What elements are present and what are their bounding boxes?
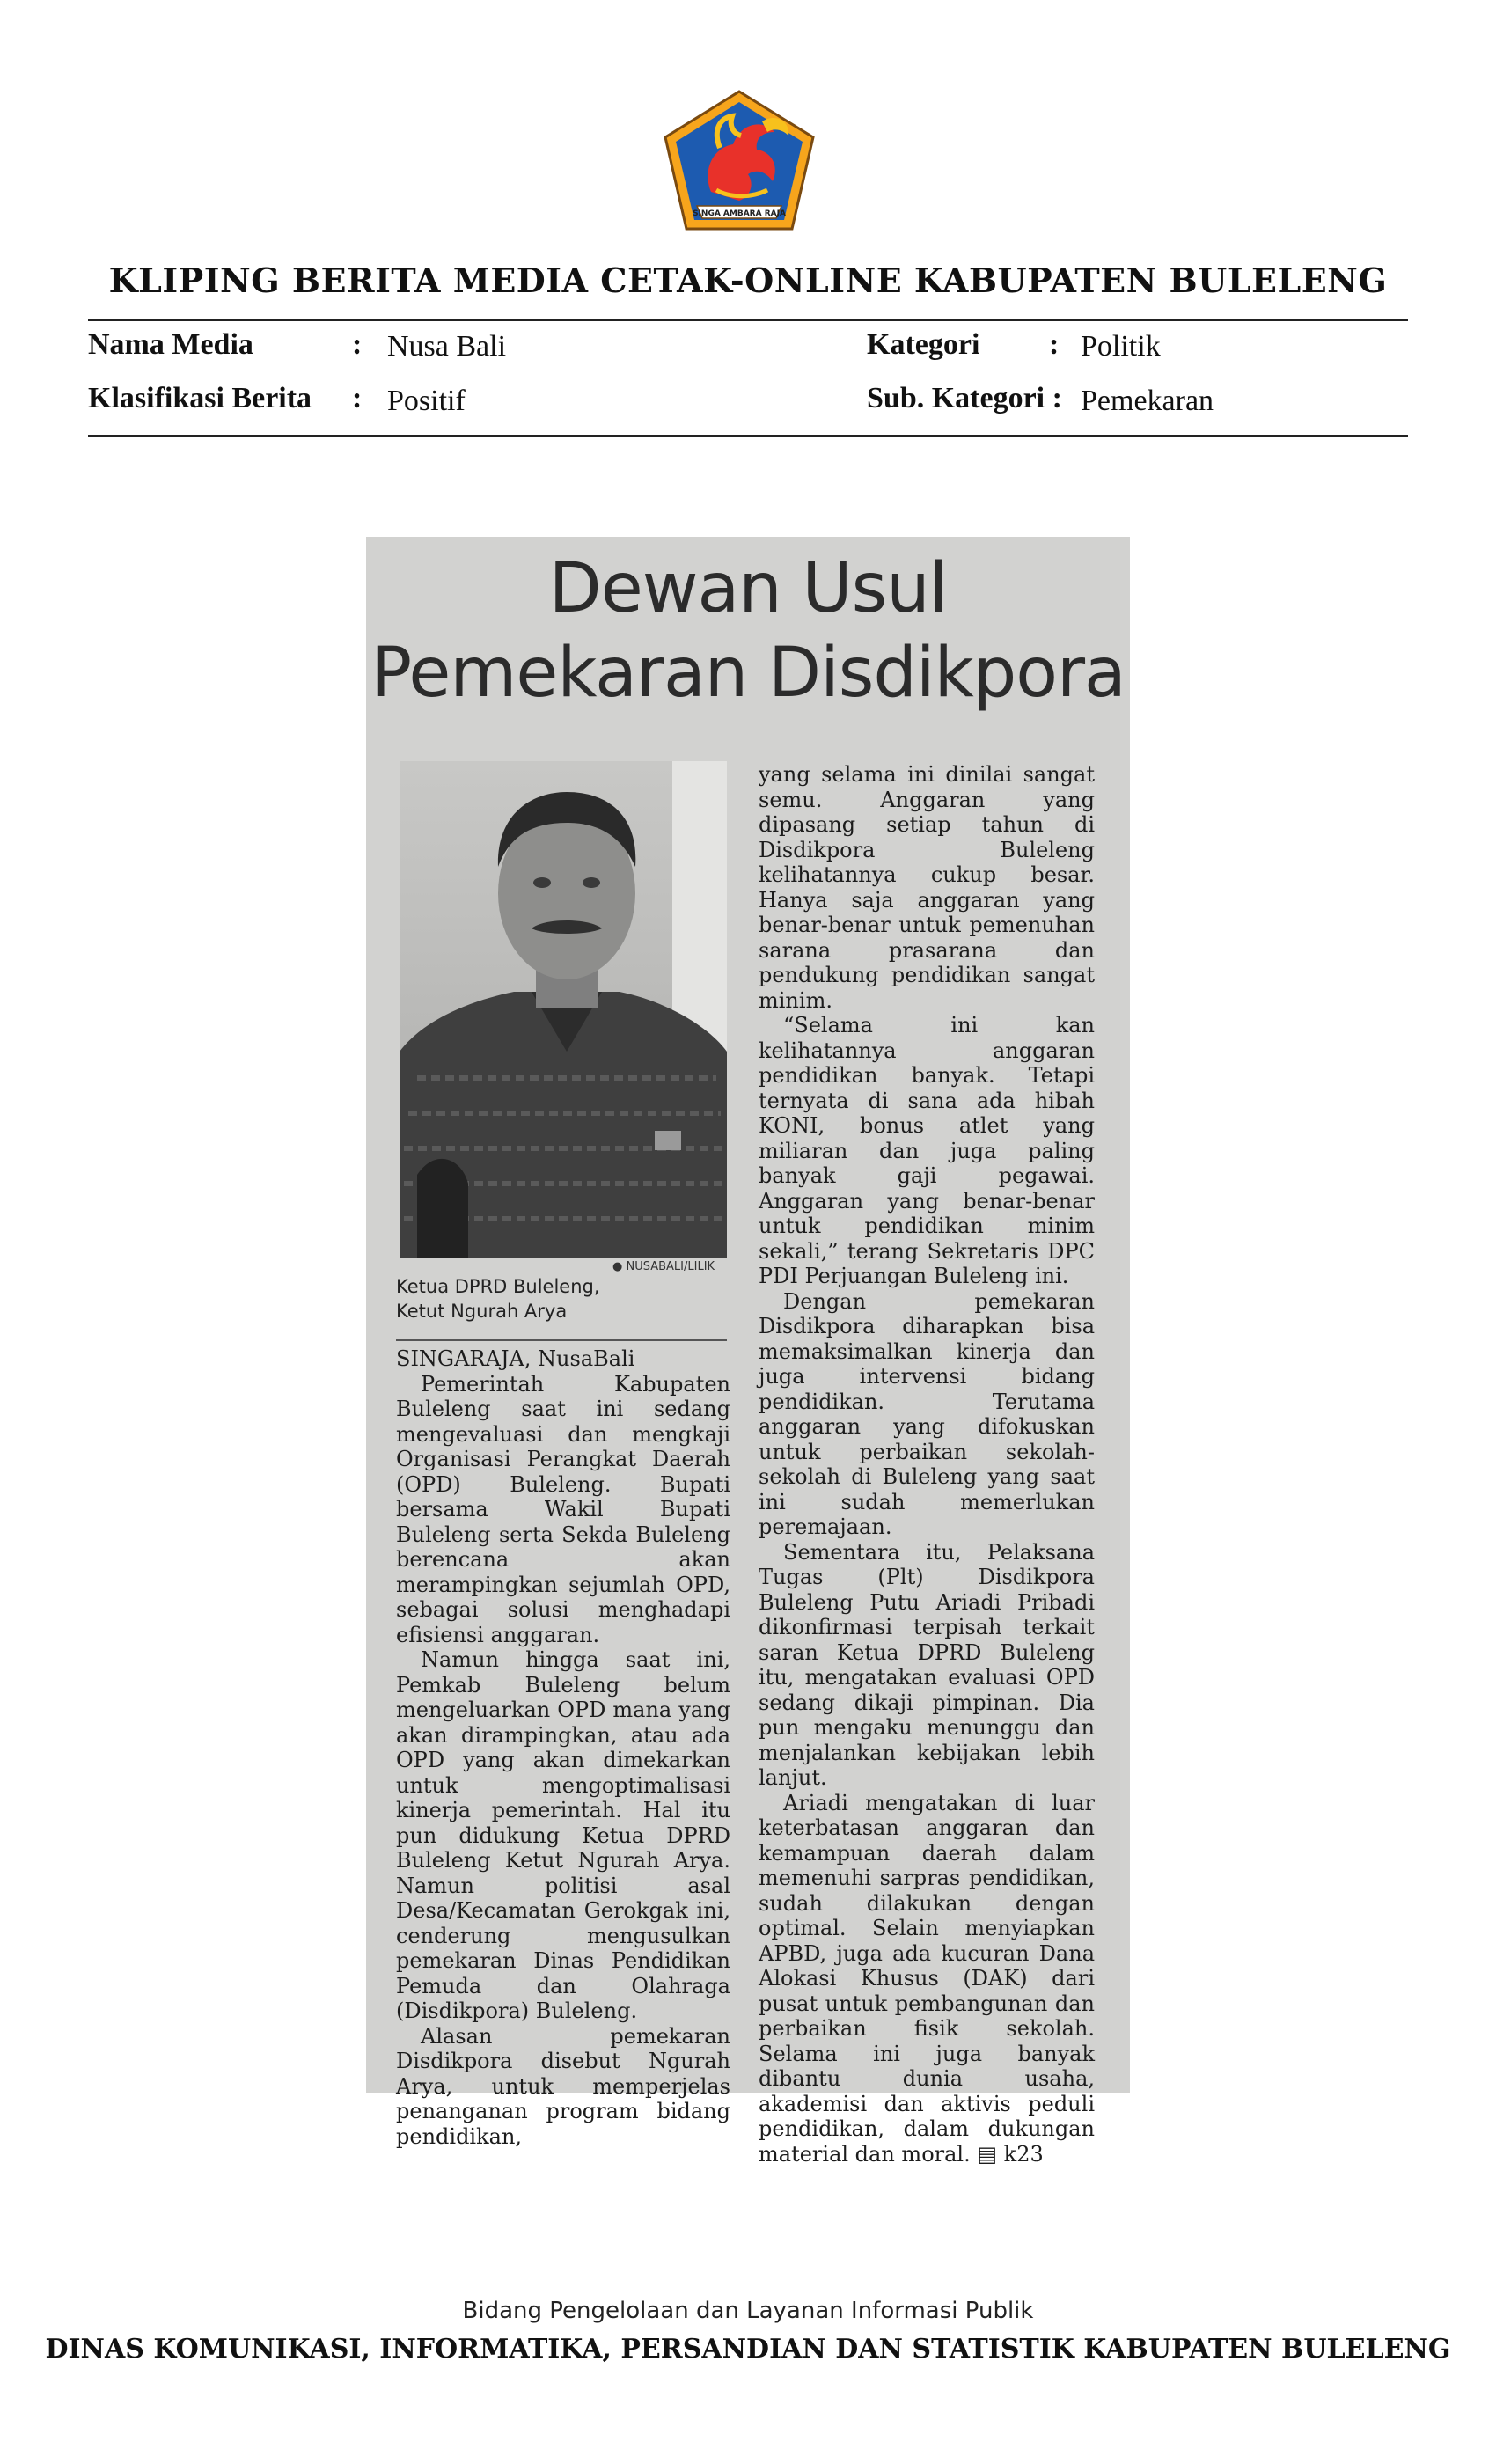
newspaper-clipping [366, 537, 1130, 2167]
article-paragraph: “Selama ini kan kelihatannya anggaran pendidikan banyak. Tetapi ternyata di sana ada hibah KONI, bonus atlet yang miliaran dan juga paling banyak gaji pegawai. Anggaran yang benar-benar untuk pendidikan minim sekali,” terang Sekretaris DPC PDI Perjuangan Buleleng ini. [759, 1013, 1095, 1288]
article-column-left [396, 1346, 730, 2149]
article-paragraph: Dengan pemekaran Disdikpora diharapkan bisa memaksimalkan kinerja dan juga intervensi bidang pendidikan. Terutama anggaran yang difokuskan untuk perbaikan sekolah-sekolah di Buleleng yang saat ini sudah memerlukan peremajaan. [759, 1288, 1095, 1539]
colon: : [352, 328, 363, 361]
photo-credit: ● NUSABALI/LILIK [612, 1260, 715, 1273]
sub-kategori-label: Sub. Kategori : [867, 382, 1062, 414]
portrait-photo [400, 761, 727, 1258]
article-paragraph: Namun hingga saat ini, Pemkab Buleleng belum mengeluarkan OPD mana yang akan dirampingkan, atau ada OPD yang akan dimekarkan untuk mengoptimalisasi kinerja pemerintah. Hal itu pun didukung Ketua DPRD Buleleng Ketut Ngurah Arya. Namun politisi asal Desa/Kecamatan Gerokgak ini, cenderung mengusulkan pemekaran Dinas Pendidikan Pemuda dan Olahraga (Disdikpora) Buleleng. [396, 1647, 730, 2023]
singa-ambara-raja-emblem-icon [658, 86, 820, 236]
article-paragraph: Pemerintah Kabupaten Buleleng saat ini sedang mengevaluasi dan mengkaji Organisasi Perangkat Daerah (OPD) Buleleng. Bupati bersama Wakil Bupati Buleleng serta Sekda Buleleng berencana akan merampingkan sejumlah OPD, sebagai solusi menghadapi efisiensi anggaran. [396, 1371, 730, 1647]
caption-divider [396, 1339, 727, 1341]
kategori-label: Kategori [867, 328, 980, 361]
sub-kategori-value: Pemekaran [1081, 385, 1214, 417]
colon: : [352, 382, 363, 414]
document-title: KLIPING BERITA MEDIA CETAK-ONLINE KABUPATEN BULELENG [108, 260, 1388, 300]
headline-line1: Dewan Usul [548, 549, 948, 628]
caption-line1: Ketua DPRD Buleleng, [396, 1276, 600, 1297]
footer-agency: DINAS KOMUNIKASI, INFORMATIKA, PERSANDIAN DAN STATISTIK KABUPATEN BULELENG [45, 2334, 1451, 2365]
klasifikasi-label: Klasifikasi Berita [88, 382, 312, 414]
caption-line2: Ketut Ngurah Arya [396, 1301, 568, 1322]
article-paragraph: yang selama ini dinilai sangat semu. Anggaran yang dipasang setiap tahun di Disdikpora Buleleng kelihatannya cukup besar. Hanya saja anggaran yang benar-benar untuk pemenuhan sarana prasarana dan pendukung pendidikan sangat minim. [759, 762, 1095, 1013]
title-divider [88, 319, 1408, 321]
photo-caption [396, 1274, 730, 1324]
article-paragraph: Sementara itu, Pelaksana Tugas (Plt) Disdikpora Buleleng Putu Ariadi Pribadi dikonfirmasi terpisah terkait saran Ketua DPRD Buleleng itu, mengatakan evaluasi OPD sedang dikaji pimpinan. Dia pun mengaku menunggu dan menjalankan kebijakan lebih lanjut. [759, 1539, 1095, 1790]
nama-media-value: Nusa Bali [387, 330, 507, 363]
klasifikasi-value: Positif [387, 385, 466, 417]
article-paragraph: Alasan pemekaran Disdikpora disebut Ngurah Arya, untuk memperjelas penanganan program bidang pendidikan, [396, 2023, 730, 2149]
headline-line2: Pemekaran Disdikpora [370, 634, 1126, 713]
footer-division: Bidang Pengelolaan dan Layanan Informasi Publik [462, 2298, 1034, 2324]
logo-text: SINGA AMBARA RAJA [693, 209, 786, 218]
colon: : [1049, 328, 1060, 361]
article-paragraph: Ariadi mengatakan di luar keterbatasan anggaran dan kemampuan daerah dalam memenuhi sarpras pendidikan, sudah dilakukan dengan optimal. Selain menyiapkan APBD, juga ada kucuran Dana Alokasi Khusus (DAK) dari pusat untuk pembangunan dan perbaikan fisik sekolah. Selama ini juga banyak dibantu dunia usaha, akademisi dan aktivis peduli pendidikan, dalam dukungan material dan moral. ▤ k23 [759, 1790, 1095, 2167]
kategori-value: Politik [1081, 330, 1161, 363]
meta-divider [88, 435, 1408, 437]
dateline: SINGARAJA, NusaBali [396, 1346, 635, 1371]
nama-media-label: Nama Media [88, 328, 253, 361]
article-column-right [759, 762, 1095, 2167]
